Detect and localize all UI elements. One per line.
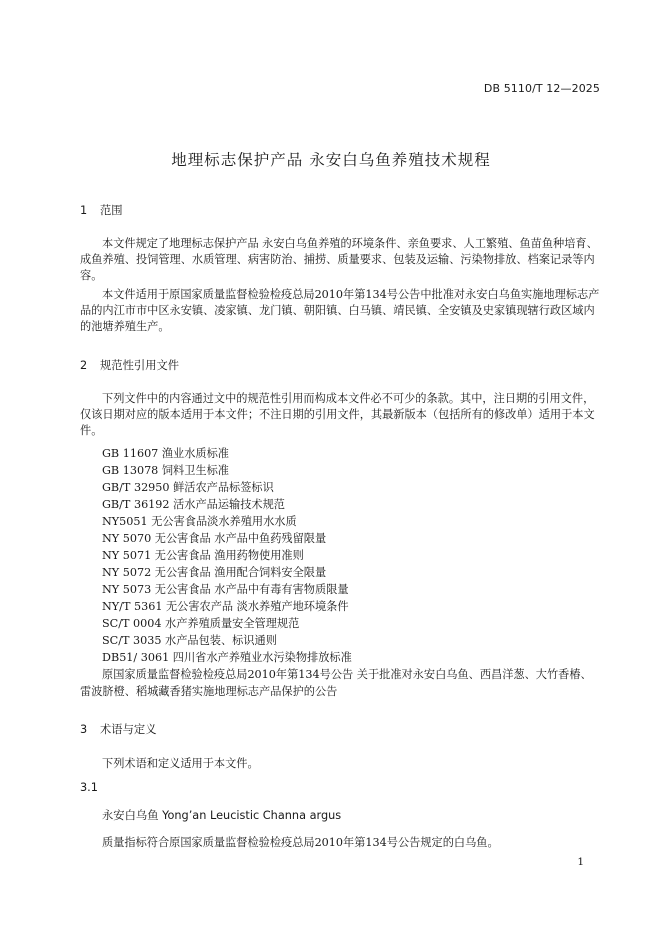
reference-item: GB 13078 饲料卫生标准 — [102, 464, 229, 477]
reference-item: DB51/ 3061 四川省水产养殖业水污染物排放标准 — [102, 651, 352, 664]
document-title: 地理标志保护产品 永安白乌鱼养殖技术规程 — [171, 151, 491, 169]
announcement-line: 雷波脐橙、稻城藏香猪实施地理标志产品保护的公告 — [80, 685, 338, 698]
reference-item: NY 5071 无公害食品 渔用药物使用准则 — [102, 549, 304, 562]
reference-item: GB/T 32950 鲜活农产品标签标识 — [102, 481, 274, 494]
reference-item: GB/T 36192 活水产品运输技术规范 — [102, 498, 285, 511]
section-heading-terms — [80, 721, 157, 737]
section-title: 规范性引用文件 — [100, 359, 180, 372]
announcement-line: 原国家质量监督检验检疫总局2010年第134号公告 关于批准对永安白乌鱼、西昌洋葱、大竹香椿、 — [102, 668, 592, 681]
reference-item: NY 5073 无公害食品 水产品中有毒有害物质限量 — [102, 583, 349, 596]
reference-item: NY/T 5361 无公害农产品 淡水养殖产地环境条件 — [102, 600, 349, 613]
normative-intro: 下列文件中的内容通过文中的规范性引用而构成本文件必不可少的条款。其中，注日期的引用文件，仅该日期对应的版本适用于本文件；不注日期的引用文件，其最新版本（包括所有的修改单）适用于本文件。 — [80, 392, 595, 437]
scope-paragraph-2: 本文件适用于原国家质量监督检验检疫总局2010年第134号公告中批准对永安白乌鱼实施地理标志产品的内江市市中区永安镇、凌家镇、龙门镇、朝阳镇、白马镇、靖民镇、全安镇及史家镇现辖行政区域内的池塘养殖生产。 — [80, 288, 600, 333]
section-heading-scope — [80, 202, 123, 218]
reference-item: SC/T 3035 水产品包装、标识通则 — [102, 634, 277, 647]
scope-paragraph-1: 本文件规定了地理标志保护产品 永安白乌鱼养殖的环境条件、亲鱼要求、人工繁殖、鱼苗鱼种培育、成鱼养殖、投饲管理、水质管理、病害防治、捕捞、质量要求、包装及运输、污染物排放、档案记录等内容。 — [80, 237, 598, 282]
term-definition: 质量指标符合原国家质量监督检验检疫总局2010年第134号公告规定的白乌鱼。 — [102, 836, 499, 849]
section-number: 2 — [80, 359, 88, 372]
reference-item: GB 11607 渔业水质标准 — [102, 447, 229, 460]
reference-item: SC/T 0004 水产养殖质量安全管理规范 — [102, 617, 300, 630]
document-code: DB 5110/T 12—2025 — [483, 82, 600, 95]
reference-item: NY 5072 无公害食品 渔用配合饲料安全限量 — [102, 566, 327, 579]
section-number: 1 — [80, 204, 88, 217]
terms-intro: 下列术语和定义适用于本文件。 — [102, 757, 259, 770]
section-heading-normative — [80, 357, 179, 373]
section-title: 术语与定义 — [100, 723, 157, 736]
section-number: 3 — [80, 723, 88, 736]
term-name: 永安白乌鱼 Yong’an Leucistic Channa argus — [102, 809, 342, 822]
reference-item: NY 5070 无公害食品 水产品中鱼药残留限量 — [102, 532, 327, 545]
page-number: 1 — [577, 856, 584, 868]
term-number: 3.1 — [80, 781, 98, 794]
reference-item: NY5051 无公害食品淡水养殖用水水质 — [102, 515, 297, 528]
section-title: 范围 — [100, 204, 123, 217]
